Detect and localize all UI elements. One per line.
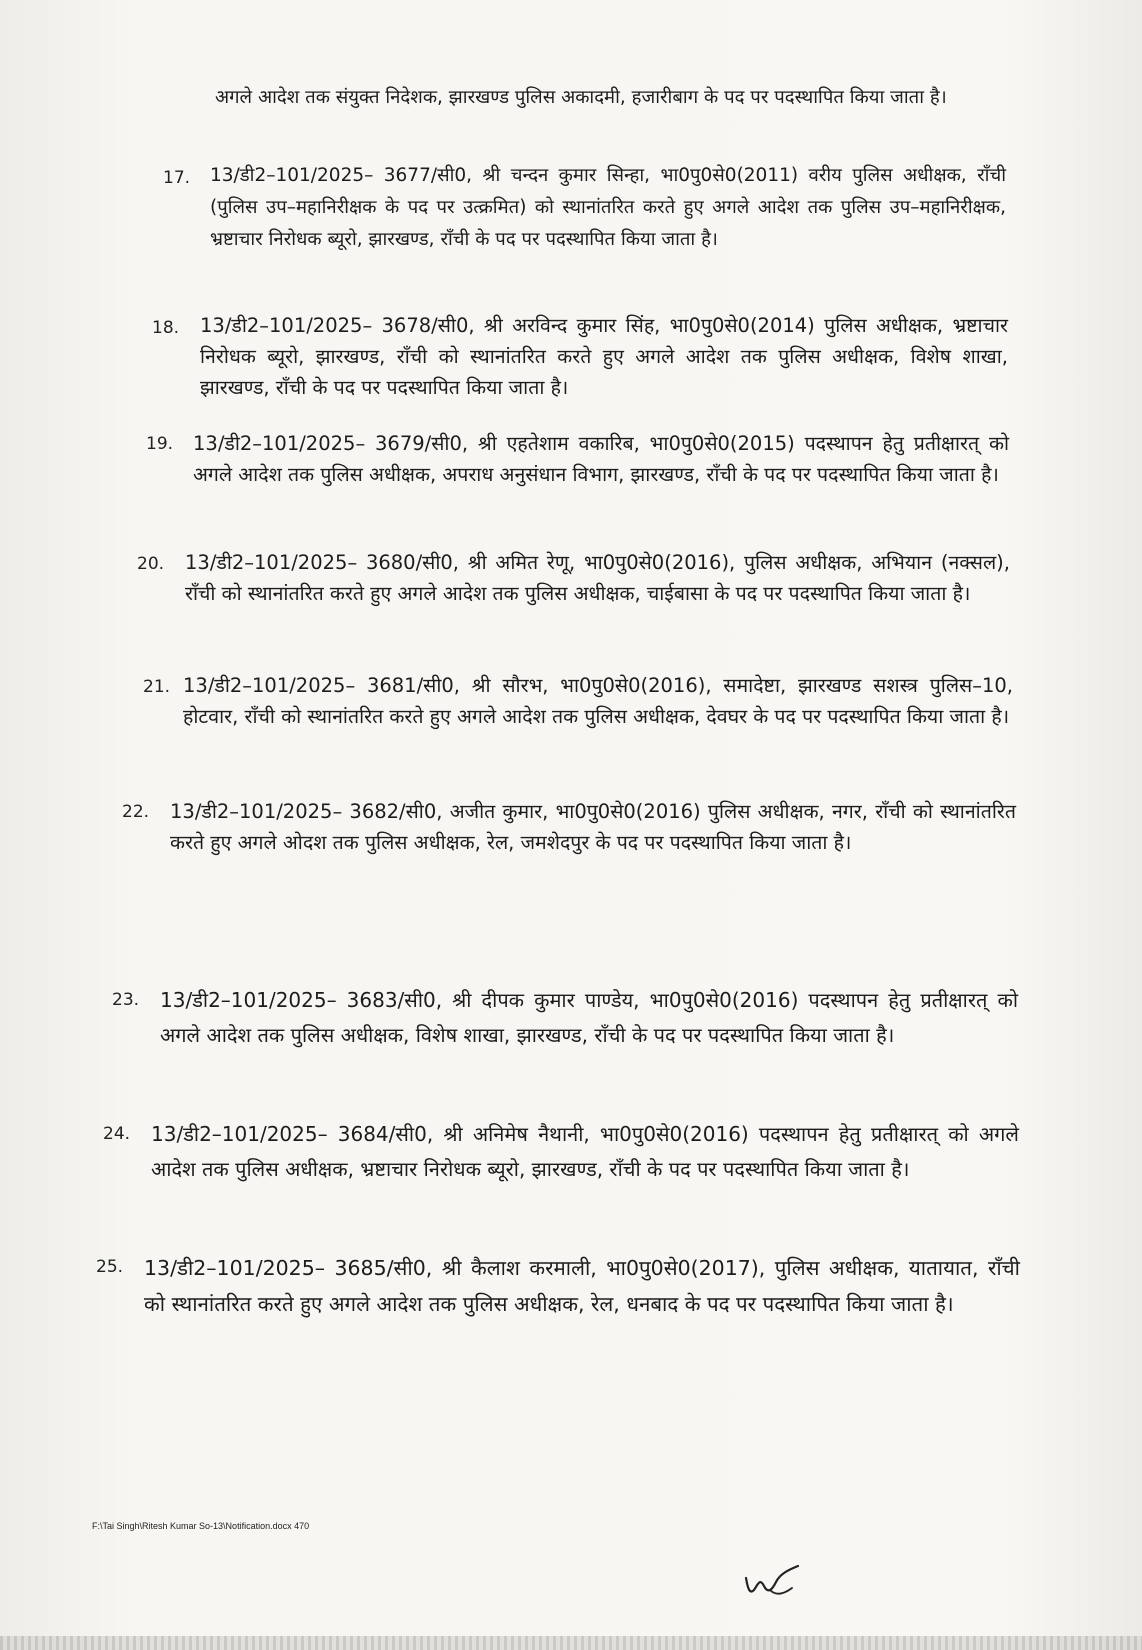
- entry-number: 25.: [96, 1257, 124, 1277]
- entry-number: 18.: [152, 318, 180, 338]
- entry-number: 22.: [122, 802, 150, 822]
- entry-number: 21.: [143, 677, 171, 697]
- entry-text: 13/डी2–101/2025– 3682/सी0, अजीत कुमार, भा0पु0से0(2016) पुलिस अधीक्षक, नगर, राँची को स्थानांतरित करते हुए अगले ओदश तक पुलिस अधीक्षक, रेल, जमशेदपुर के पद पर पदस्थापित किया जाता है।: [170, 800, 1016, 854]
- entry-text: 13/डी2–101/2025– 3678/सी0, श्री अरविन्द कुमार सिंह, भा0पु0से0(2014) पुलिस अधीक्षक, भ्रष्टाचार निरोधक ब्यूरो, झारखण्ड, राँची को स्थानांतरित करते हुए अगले आदेश तक पुलिस अधीक्षक, विशेष शाखा, झारखण्ड, राँची के पद पर पदस्थापित किया जाता है।: [200, 314, 1008, 399]
- entry-number: 20.: [137, 554, 165, 574]
- entry-number: 23.: [112, 990, 140, 1010]
- footer-file-path: F:\Tai Singh\Ritesh Kumar So-13\Notification.docx 470: [92, 1521, 310, 1531]
- entry-number: 24.: [103, 1124, 131, 1144]
- handwritten-initials: [740, 1560, 810, 1610]
- continuation-text: अगले आदेश तक संयुक्त निदेशक, झारखण्ड पुलिस अकादमी, हजारीबाग के पद पर पदस्थापित किया जाता है।: [215, 87, 947, 108]
- entry-text: 13/डी2–101/2025– 3681/सी0, श्री सौरभ, भा0पु0से0(2016), समादेष्टा, झारखण्ड सशस्त्र पुलिस–10, होटवार, राँची को स्थानांतरित करते हुए अगले आदेश तक पुलिस अधीक्षक, देवघर के पद पर पदस्थापित किया जाता है।: [183, 674, 1013, 728]
- entry-text: 13/डी2–101/2025– 3679/सी0, श्री एहतेशाम वकारिब, भा0पु0से0(2015) पदस्थापन हेतु प्रतीक्षारत् को अगले आदेश तक पुलिस अधीक्षक, अपराध अनुसंधान विभाग, झारखण्ड, राँची के पद पर पदस्थापित किया जाता है।: [193, 432, 1009, 486]
- entry-text: 13/डी2–101/2025– 3683/सी0, श्री दीपक कुमार पाण्डेय, भा0पु0से0(2016) पदस्थापन हेतु प्रतीक्षारत् को अगले आदेश तक पुलिस अधीक्षक, विशेष शाखा, झारखण्ड, राँची के पद पर पदस्थापित किया जाता है।: [160, 988, 1018, 1047]
- entry-text: 13/डी2–101/2025– 3685/सी0, श्री कैलाश करमाली, भा0पु0से0(2017), पुलिस अधीक्षक, यातायात, राँची को स्थानांतरित करते हुए अगले आदेश तक पुलिस अधीक्षक, रेल, धनबाद के पद पर पदस्थापित किया जाता है।: [144, 1256, 1020, 1316]
- entry-text: 13/डी2–101/2025– 3680/सी0, श्री अमित रेणू, भा0पु0से0(2016), पुलिस अधीक्षक, अभियान (नक्सल), राँची को स्थानांतरित करते हुए अगले आदेश तक पुलिस अधीक्षक, चाईबासा के पद पर पदस्थापित किया जाता है।: [185, 551, 1010, 605]
- scan-bottom-edge: [0, 1636, 1142, 1650]
- entry-text: 13/डी2–101/2025– 3677/सी0, श्री चन्दन कुमार सिन्हा, भा0पु0से0(2011) वरीय पुलिस अधीक्षक, राँची (पुलिस उप–महानिरीक्षक के पद पर उत्क्रमित) को स्थानांतरित करते हुए अगले आदेश तक पुलिस उप–महानिरीक्षक, भ्रष्टाचार निरोधक ब्यूरो, झारखण्ड, राँची के पद पर पदस्थापित किया जाता है।: [210, 165, 1006, 250]
- entry-number: 19.: [146, 434, 174, 454]
- entry-number: 17.: [163, 168, 191, 188]
- entry-text: 13/डी2–101/2025– 3684/सी0, श्री अनिमेष नैथानी, भा0पु0से0(2016) पदस्थापन हेतु प्रतीक्षारत् को अगले आदेश तक पुलिस अधीक्षक, भ्रष्टाचार निरोधक ब्यूरो, झारखण्ड, राँची के पद पर पदस्थापित किया जाता है।: [151, 1122, 1019, 1181]
